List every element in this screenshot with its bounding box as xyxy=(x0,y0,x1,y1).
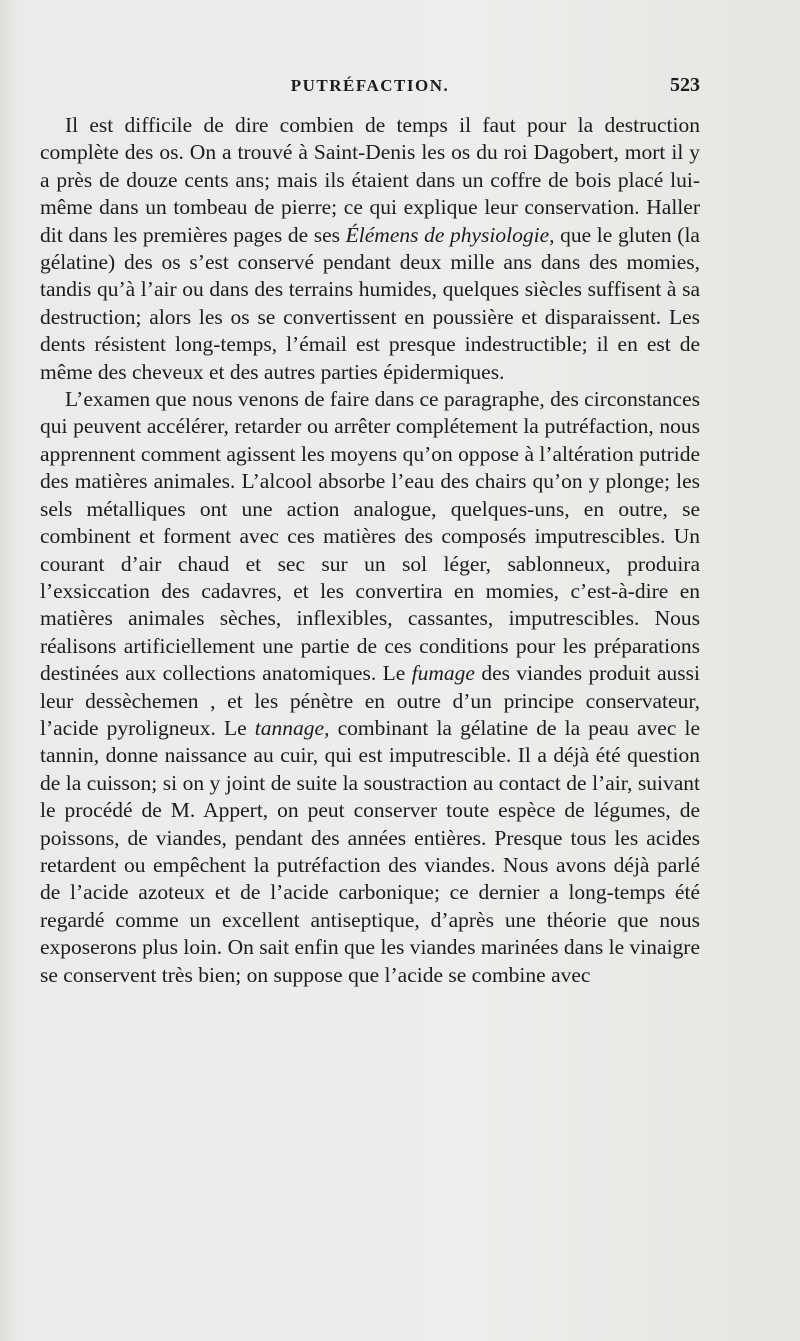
body-text xyxy=(40,112,700,989)
text-run: combinant la gélatine de la peau avec le tannin, donne naissance au cuir, qui est imputrescible. Il a déjà été question de la cuisson; si on y joint de suite la soustraction au contact de l’air, suivant le procédé de M. Appert, on peut conserver toute espèce de légumes, de poissons, de viandes, pendant des années entières. Presque tous les acides retardent ou empêchent la putréfaction des viandes. Nous avons déjà parlé de l’acide azoteux et de l’acide carbonique; ce dernier a long-temps été regardé comme un excellent antiseptique, d’après une théorie que nous exposerons plus loin. On sait enfin que les viandes marinées dans le vinaigre se conservent très bien; on suppose que l’acide se combine avec xyxy=(40,715,701,987)
paragraph-2 xyxy=(40,386,700,989)
page-header xyxy=(40,76,700,102)
italic-term-tannage: tannage, xyxy=(254,715,330,740)
italic-book-title: Élémens de physiologie, xyxy=(345,222,555,247)
page-number: 523 xyxy=(670,74,700,96)
text-run: Il est difficile de dire combien de temps il faut pour la destruction complète des os. On a trouvé à Saint-Denis les os du roi Dagobert, mort il y a près de douze cents ans; mais ils étaient dans un coffre de bois placé lui-même dans un tombeau de pierre; ce qui explique leur conservation. Haller dit dans les premières pages de ses xyxy=(40,113,700,247)
text-run: que le gluten (la gélatine) des os s’est conservé pendant deux mille ans dans des momies, tandis qu’à l’air ou dans des terrains humides, quelques siècles suffisent à sa destruction; alors les os se convertissent en poussière et disparaissent. Les dents résistent long-temps, l’émail est presque indestructible; il en est de même des cheveux et des autres parties épidermiques. xyxy=(40,222,700,384)
paragraph-1 xyxy=(40,112,700,386)
italic-term-fumage: fumage xyxy=(411,661,475,686)
running-title: PUTRÉFACTION. xyxy=(290,76,450,95)
text-run: L’examen que nous venons de faire dans ce paragraphe, des circonstances qui peuvent accélérer, retarder ou arrêter complétement la putréfaction, nous apprennent comment agissent les moyens qu’on oppose à l’altération putride des matières animales. L’alcool absorbe l’eau des chairs qu’on y plonge; les sels métalliques ont une action analogue, quelques-uns, en outre, se combinent et forment avec ces matières des composés imputrescibles. Un courant d’air chaud et sec sur un sol léger, sablonneux, produira l’exsiccation des cadavres, et les convertira en momies, c’est-à-dire en matières animales sèches, inflexibles, cassantes, imputrescibles. Nous réalisons artificiellement une partie de ces conditions pour les préparations destinées aux collections anatomiques. Le xyxy=(40,387,700,686)
text-run: des viandes produit aussi leur dessèchemen , et les pénètre en outre d’un principe conservateur, l’acide pyroligneux. Le xyxy=(40,661,700,740)
